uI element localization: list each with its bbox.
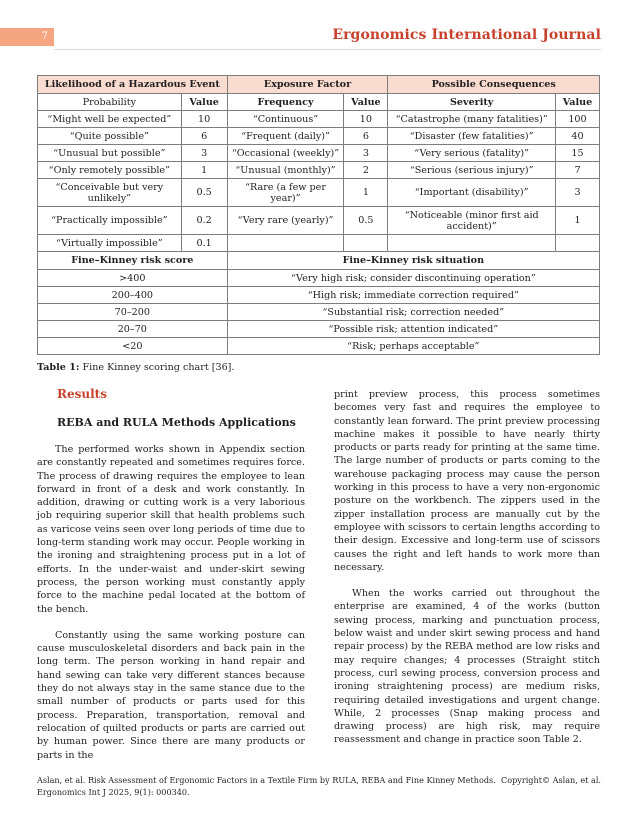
table-cell: “Virtually impossible”	[38, 235, 182, 252]
body-paragraph: When the works carried out throughout the enterprise are examined, 4 of the works (button sewing process, marking and punctuation process, below waist and under skirt sewing process and hand repair process) by the REBA method are low risks and may require changes; 4 processes (Straight stitch process, curl sewing process, conversion process and ironing straightening process) are medium risks, requiring detailed investigations and urgent change. While, 2 processes (Snap making process and drawing process) are high risk, may require reassessment and change in practice soon Table 2.	[334, 588, 600, 746]
risk-score-cell: 200–400	[38, 287, 228, 304]
header-rule	[54, 49, 601, 50]
subheader-severity: Severity	[388, 94, 556, 111]
table-cell: 2	[344, 162, 388, 179]
table-sub-header-row	[38, 94, 600, 111]
risk-situation-cell: “Possible risk; attention indicated”	[227, 321, 599, 338]
table-cell: 3	[181, 145, 227, 162]
header-likelihood: Likelihood of a Hazardous Event	[38, 76, 228, 94]
table-cell: “Unusual but possible”	[38, 145, 182, 162]
footer-citation-line: Aslan, et al. Risk Assessment of Ergonomic Factors in a Textile Firm by RULA, REBA and Fine Kinney Methods.	[37, 775, 496, 785]
body-paragraph: print preview process, this process sometimes becomes very fast and requires the employee to constantly lean forward. The print preview processing machine makes it possible to have nearly thirty products or parts ready for printing at the same time. The large number of products or parts coming to the warehouse packaging process may cause the person working in this process to have a very non-ergonomic posture on the workbench. The zippers used in the zipper installation process are manually cut by the employee with scissors to certain lengths according to their design. Excessive and long-term use of scissors causes the right and left hands to work more than necessary.	[334, 389, 600, 573]
table-cell: “Continuous”	[227, 111, 344, 128]
risk-score-cell: 20–70	[38, 321, 228, 338]
table-cell: 100	[555, 111, 599, 128]
subheader-probability: Probability	[38, 94, 182, 111]
score-row	[38, 270, 600, 287]
table-cell	[344, 235, 388, 252]
score-row	[38, 338, 600, 355]
table-cell: 6	[181, 128, 227, 145]
table-cell	[227, 235, 344, 252]
table-cell: “Important (disability)”	[388, 179, 556, 207]
table-cell: “Frequent (daily)”	[227, 128, 344, 145]
table-cell: “Very rare (yearly)”	[227, 207, 344, 235]
table-cell: “Unusual (monthly)”	[227, 162, 344, 179]
section-subheading: REBA and RULA Methods Applications	[57, 416, 296, 429]
table-cell: “Noticeable (minor first aid accident)”	[388, 207, 556, 235]
table-cell: 1	[344, 179, 388, 207]
risk-score-cell: 70–200	[38, 304, 228, 321]
results-heading: Results	[57, 387, 107, 401]
table-caption	[37, 362, 234, 373]
score-row	[38, 287, 600, 304]
table-cell: “Serious (serious injury)”	[388, 162, 556, 179]
table-cell: 40	[555, 128, 599, 145]
table-cell	[388, 235, 556, 252]
subheader-frequency: Frequency	[227, 94, 344, 111]
table-row	[38, 111, 600, 128]
table-cell: 6	[344, 128, 388, 145]
table-cell: “Very serious (fatality)”	[388, 145, 556, 162]
table-cell: “Occasional (weekly)”	[227, 145, 344, 162]
journal-title: Ergonomics International Journal	[332, 27, 601, 43]
risk-situation-cell: “Risk; perhaps acceptable”	[227, 338, 599, 355]
table-cell: “Quite possible”	[38, 128, 182, 145]
table-row	[38, 162, 600, 179]
header-consequences: Possible Consequences	[388, 76, 600, 94]
table-cell: “Conceivable but very unlikely”	[38, 179, 182, 207]
score-row	[38, 321, 600, 338]
risk-situation-cell: “Very high risk; consider discontinuing operation”	[227, 270, 599, 287]
table-row	[38, 145, 600, 162]
footer-copyright: Copyright© Aslan, et al.	[501, 775, 601, 785]
table-cell: 10	[344, 111, 388, 128]
table-cell: 7	[555, 162, 599, 179]
table-cell: 1	[555, 207, 599, 235]
table-cell: “Practically impossible”	[38, 207, 182, 235]
footer-citation	[37, 774, 496, 798]
table-cell: “Catastrophe (many fatalities)”	[388, 111, 556, 128]
table-cell: 0.1	[181, 235, 227, 252]
table-cell: “Only remotely possible”	[38, 162, 182, 179]
fine-kinney-table	[37, 75, 600, 355]
table-cell: “Disaster (few fatalities)”	[388, 128, 556, 145]
risk-score-cell: <20	[38, 338, 228, 355]
table-caption-text: Fine Kinney scoring chart [36].	[79, 362, 235, 373]
table-row	[38, 207, 600, 235]
header-risk-situation: Fine–Kinney risk situation	[227, 252, 599, 270]
right-column	[334, 388, 600, 747]
table-cell: “Might well be expected”	[38, 111, 182, 128]
subheader-value: Value	[555, 94, 599, 111]
body-paragraph: Constantly using the same working posture can cause musculoskeletal disorders and back pain in the long term. The person working in hand repair and hand sewing can take very different stances because they do not always stay in the same stance due to the small number of products or parts used for this process. Preparation, transportation, removal and relocation of quilted products or parts are carried out by human power. Since there are many products or parts in the	[37, 629, 305, 761]
table-cell	[555, 235, 599, 252]
table-cell: 10	[181, 111, 227, 128]
table-group-header-row	[38, 76, 600, 94]
subheader-value: Value	[344, 94, 388, 111]
table-cell: “Rare (a few per year)”	[227, 179, 344, 207]
page-number: 7	[0, 28, 54, 46]
table-cell: 0.5	[344, 207, 388, 235]
risk-score-cell: >400	[38, 270, 228, 287]
score-header-row	[38, 252, 600, 270]
table-row	[38, 235, 600, 252]
left-column	[37, 388, 305, 762]
footer-citation-line: Ergonomics Int J 2025, 9(1): 000340.	[37, 787, 190, 797]
table-cell: 15	[555, 145, 599, 162]
body-paragraph: The performed works shown in Appendix section are constantly repeated and sometimes requires force. The process of drawing requires the employee to lean forward in front of a desk and work constantly. In addition, drawing or cutting work is a very laborious job requiring superior skill that health problems such as varicose veins seen over long periods of time due to long-term standing work may occur. People working in the ironing and straightening process put in a lot of efforts. In the under-waist and under-skirt sewing process, the person working must constantly apply force to the machine pedal located at the bottom of the bench.	[37, 444, 305, 615]
table-row	[38, 179, 600, 207]
table-cell: 0.5	[181, 179, 227, 207]
risk-situation-cell: “Substantial risk; correction needed”	[227, 304, 599, 321]
table-cell: 1	[181, 162, 227, 179]
risk-situation-cell: “High risk; immediate correction required”	[227, 287, 599, 304]
table-cell: 3	[555, 179, 599, 207]
table-row	[38, 128, 600, 145]
header-exposure: Exposure Factor	[227, 76, 388, 94]
subheader-value: Value	[181, 94, 227, 111]
header-risk-score: Fine–Kinney risk score	[38, 252, 228, 270]
table-cell: 0.2	[181, 207, 227, 235]
score-row	[38, 304, 600, 321]
table-cell: 3	[344, 145, 388, 162]
table-caption-label: Table 1:	[37, 362, 80, 373]
